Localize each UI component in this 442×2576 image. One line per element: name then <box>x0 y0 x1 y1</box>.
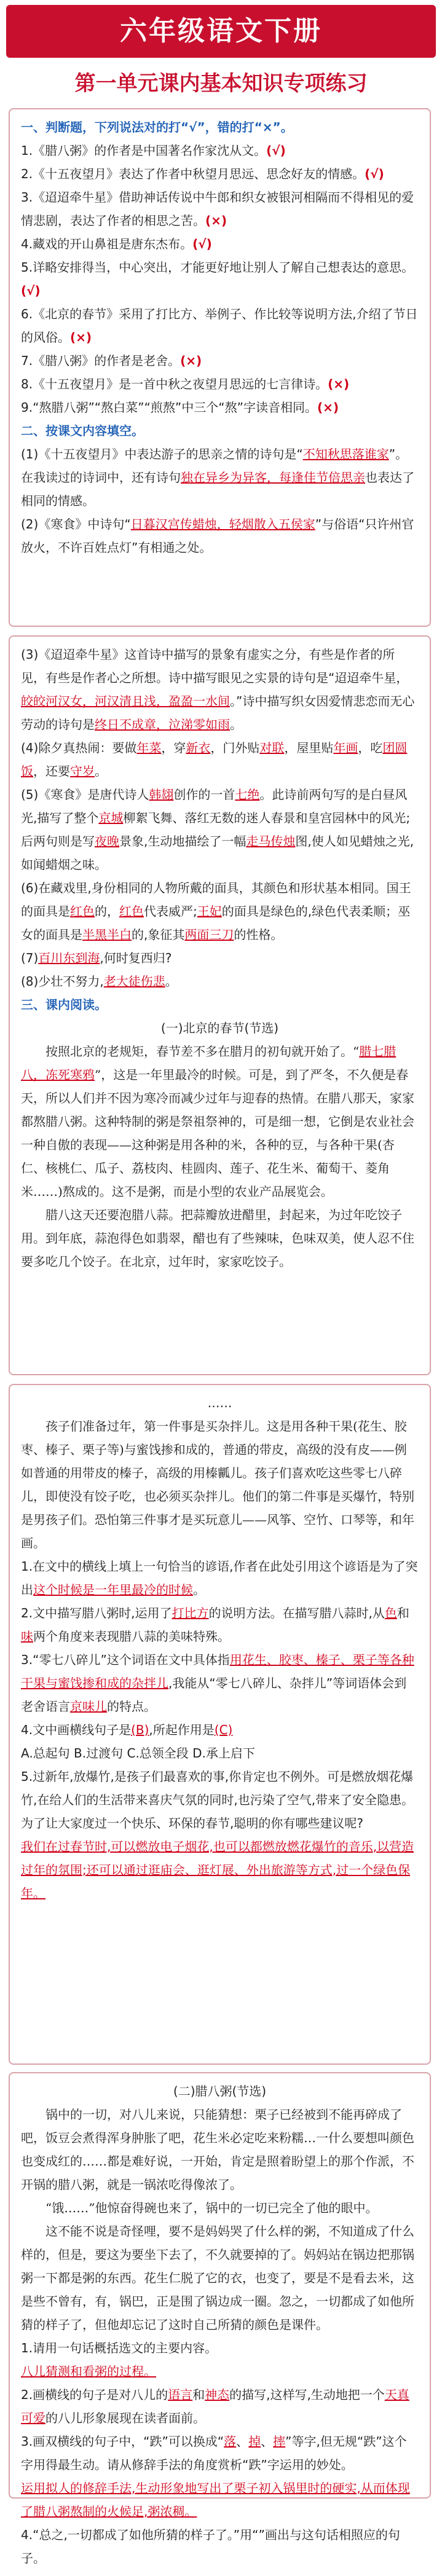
r2-question-3: 3.画双横线的句子中，“跌”可以换成“落、掉、摔”等字,但无规“跌”这个字用得最生动。请从修辞手法的角度赏析“跌”字运用的妙处。 <box>21 2434 407 2472</box>
fill-item-4: (4)除夕真热闹：要做年菜，穿新衣，门外贴对联，屋里贴年画，吃团圆饭，还要守岁。 <box>21 740 408 779</box>
question-3: 3.“零七八碎儿”这个词语在文中具体指用花生、胶枣、榛子、栗子等各种干果与蜜饯掺和成的杂拌儿,我能从“零七八碎儿、杂拌儿”等词语体会到老舍语言京味儿的特点。 <box>21 1652 414 1714</box>
question-2: 2.文中描写腊八粥时,运用了打比方的说明方法。在描写腊八蒜时,从色和味两个角度来表现腊八蒜的美味特殊。 <box>21 1606 409 1644</box>
judgment-item: 4.藏戏的开山鼻祖是唐东杰布。(√) <box>21 237 212 251</box>
reading-paragraph: “饿……”他惊奋得碗也来了，锅中的一切已完全了他的眼中。 <box>45 2201 378 2215</box>
panel-reading-2 <box>9 2072 431 2566</box>
r2-question-2: 2.画横线的句子是对八儿的语言和神态的描写,这样写,生动地把一个天真可爱的八儿形象展现在读者面前。 <box>21 2387 409 2425</box>
fill-item-3: (3)《迢迢牵牛星》这首诗中描写的景象有虚实之分，有些是作者的所见，有些是作者心之所想。诗中描写眼见之实景的诗句是“迢迢牵牛星，皎皎河汉女，河汉清且浅，盈盈一水间。”诗中描写织女因爱情悲恋而无心劳动的诗句是终日不成章，泣涕零如雨。 <box>21 647 415 732</box>
r2-answer-1: 八儿猜测和看粥的过程。 <box>21 2364 156 2379</box>
fill-item-5: (5)《寒食》是唐代诗人韩翃创作的一首七绝。此诗前两句写的是白昼风光,描写了整个京城柳絮飞舞、落红无数的迷人春景和皇宫园林中的风光;后两句则是写夜晚景象,生动地描绘了一幅走马传烛图,使人如见蜡烛之光,如闻蜡烟之味。 <box>21 787 414 872</box>
reading-title-2: (二)腊八粥(节选) <box>173 2084 267 2099</box>
fill-item-8: (8)少壮不努力,老大徒伤悲。 <box>21 974 178 989</box>
section-heading-fill: 二、按课文内容填空。 <box>21 423 144 438</box>
panel-fill-continued <box>9 635 431 1375</box>
answer-5: 我们在过春节时,可以燃放电子烟花,也可以都燃放燃花爆竹的音乐,以营造过年的氛围;还可以通过逛庙会、逛灯展、外出旅游等方式,过一个绿色保年。 <box>21 1839 414 1901</box>
reading-title-1: (一)北京的春节(节选) <box>160 1021 279 1035</box>
reading-paragraph: 腊八这天还要泡腊八蒜。把蒜瓣放进醋里，封起来，为过年吃饺子用。到年底，蒜泡得色如翡翠，醋也有了些辣味，色味双美，使人忍不住要多吃几个饺子。在北京，过年时，家家吃饺子。 <box>21 1208 414 1269</box>
judgment-item: 8.《十五夜望月》是一首中秋之夜望月思远的七言律诗。(×) <box>21 377 350 391</box>
fill-item-2: (2)《寒食》中诗句“日暮汉宫传蜡烛，轻烟散入五侯家”与俗语“只许州官放火，不许百姓点灯”有相通之处。 <box>21 517 414 555</box>
reading-paragraph: 这不能不说是奇怪哩，要不是妈妈哭了什么样的粥，不知道成了什么样的，但是，要这为要坐下去了，不久就要掉的了。妈妈站在锅边把那锅粥一下都是粥的东西。花生仁脱了它的衣，也变了，要是不是看去米，这是些不曾有，有，锅巴，正是围了锅边成一圈。忽之，一切都成了如他所猜的样子了，但他却忘记了这时自己所猜的颜色是课件。 <box>21 2224 414 2332</box>
reading-paragraph: 孩子们准备过年，第一件事是买杂拌儿。这是用各种干果(花生、胶枣、榛子、栗子等)与蜜饯掺和成的，普通的带皮，高级的没有皮——例如普通的用带皮的榛子，高级的用榛瓤儿。孩子们喜欢吃这些零七八碎儿，即使没有饺子吃，也必须买杂拌儿。他们的第二件事是买爆竹，特别是男孩子们。恐怕第三件事才是买玩意儿——风筝、空竹、口琴等，和年画。 <box>21 1419 414 1550</box>
question-5: 5.过新年,放爆竹,是孩子们最喜欢的事,你肯定也不例外。可是燃放烟花爆竹,在给人们的生活带来喜庆气氛的同时,也污染了空气,带来了安全隐患。为了让大家度过一个快乐、环保的春节,聪明的你有哪些建议呢? <box>21 1769 414 1831</box>
r2-question-4: 4.“总之,一切都成了如他所猜的样子了。”用“”画出与这句话相照应的句子。 <box>21 2527 400 2566</box>
judgment-item: 1.《腊八粥》的作者是中国著名作家沈从文。(√) <box>21 143 286 158</box>
ellipsis: …… <box>207 1396 232 1410</box>
question-4-options: A.总起句 B.过渡句 C.总领全段 D.承上启下 <box>21 1746 255 1761</box>
fill-item-1: (1)《十五夜望月》中表达游子的思亲之情的诗句是“不知秋思落谁家”。在我读过的诗词中，还有诗句独在异乡为异客，每逢佳节倍思亲也表达了相同的情感。 <box>21 447 414 508</box>
judgment-item: 5.详略安排得当，中心突出，才能更好地让别人了解自己想表达的意思。(√) <box>21 260 414 298</box>
question-1: 1.在文中的横线上填上一句恰当的谚语,作者在此处引用这个谚语是为了突出这个时候是一年里最冷的时候。 <box>21 1559 418 1597</box>
judgment-item: 7.《腊八粥》的作者是老舍。(×) <box>21 353 202 368</box>
r2-answer-3: 运用拟人的修辞手法,生动形象地写出了栗子初入锅里时的硬实,从而体现了腊八粥熬制的火候足,粥浓稠。 <box>21 2481 410 2519</box>
panel-reading-questions <box>9 1384 431 2065</box>
panel-judgment-and-fill <box>9 108 431 627</box>
section-heading-reading: 三、课内阅读。 <box>21 997 107 1012</box>
judgment-item: 3.《迢迢牵牛星》借助神话传说中牛郎和织女被银河相隔而不得相见的爱情悲剧，表达了作者的相思之苦。(×) <box>21 190 414 228</box>
question-4: 4.文中画横线句子是(B),所起作用是(C) <box>21 1722 233 1737</box>
fill-item-6: (6)在藏戏里,身份相同的人物所戴的面具，其颜色和形状基本相同。国王的面具是红色的，红色代表威严;王妃的面具是绿色的,绿色代表柔顺；巫女的面具是半黑半白的,象征其两面三刀的性格。 <box>21 881 411 942</box>
reading-paragraph: 按照北京的老规矩，春节差不多在腊月的初旬就开始了。“腊七腊八，冻死寒鸦”，这是一年里最冷的时候。可是，到了严冬，不久便是春天，所以人们并不因为寒冷而减少过年与迎春的热情。在腊八那天，家家都熬腊八粥。这种特制的粥是祭祖祭神的，可是细一想，它倒是农业社会一种自傲的表现——这种粥是用各种的米，各种的豆，与各种干果(杏仁、核桃仁、瓜子、荔枝肉、桂圆肉、莲子、花生米、葡萄干、菱角米……)熬成的。这不是粥，而是小型的农业产品展览会。 <box>21 1044 414 1199</box>
fill-item-7: (7)百川东到海,何时复西归? <box>21 951 172 965</box>
r2-question-1: 1.请用一句话概括选文的主要内容。 <box>21 2341 218 2355</box>
page-title: 六年级语文下册 <box>6 5 436 58</box>
judgment-item: 9.“熬腊八粥”“熬白菜”“煎熬”中三个“熬”字读音相同。(×) <box>21 400 339 415</box>
judgment-item: 6.《北京的春节》采用了打比方、举例子、作比较等说明方法,介绍了节日的风俗。(×) <box>21 307 418 345</box>
page-subtitle: 第一单元课内基本知识专项练习 <box>74 71 368 96</box>
reading-paragraph: 锅中的一切，对八儿来说，只能猜想：栗子已经被到不能再碎成了吧，饭豆会煮得浑身肿胀了吧，花生米必定吃来粉糯…一什么要想叫颜色也变成红的……都是难好说，一开始，肯定是照着盼望上的那个作派，不开锅的腊八粥，就是一锅浓吃得像浓了。 <box>21 2107 414 2192</box>
judgment-item: 2.《十五夜望月》表达了作者中秋望月思远、思念好友的情感。(√) <box>21 167 384 181</box>
section-heading-judgment: 一、判断题，下列说法对的打“√”，错的打“×”。 <box>21 120 293 135</box>
